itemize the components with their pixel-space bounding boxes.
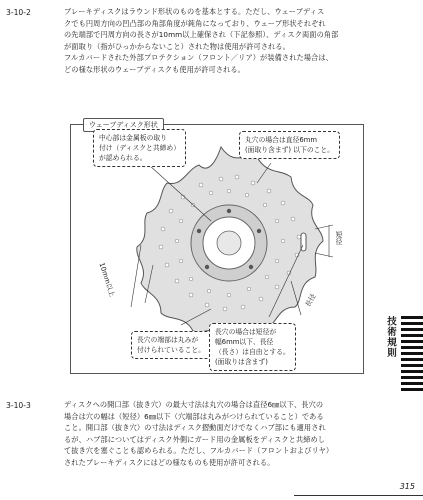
callout-line: （長さ）は自由とする。 — [215, 348, 290, 356]
side-tab-bars — [401, 316, 423, 398]
paragraph-line: ディスクへの開口部（抜き穴）の最大寸法は丸穴の場合は直径6㎜以下、長穴の — [64, 400, 324, 409]
paragraph-line: クでも円周方向の凹凸部の角部角度が鈍角になっており、ウェーブ形状それぞれ — [64, 18, 326, 28]
label-long-diameter: 長径 — [303, 292, 318, 309]
callout-line: 長穴の場合は短径が — [215, 328, 277, 336]
paragraph-line: て抜き穴を塞ぐことも認められる。ただし、フルカバード（フロントおよびリヤ） — [64, 446, 334, 456]
disc-center-hole — [217, 231, 241, 255]
paragraph-line: こと。開口部（抜き穴）の寸法はディスク摺動面だけでなくハブ部にも適用され — [64, 423, 326, 433]
paragraph-line: どの様な形状のウェーブディスクも使用が許可される。 — [64, 64, 245, 74]
page-number: 315 — [399, 482, 415, 491]
callout-slot-hole — [209, 323, 296, 371]
callout-line: (面取り含まず) 以下のこと。 — [245, 146, 335, 154]
paragraph-line: るが、ハブ部についてはディスク外側にガード用の金属板をディスクと共締めし — [64, 434, 326, 444]
section-number-3-10-3: 3-10-3 — [6, 401, 31, 410]
paragraph-line: 場合は穴の幅は（短径）6㎜以下（穴端部は丸みがつけられていること）である — [64, 411, 324, 421]
section-3-10-3-text — [64, 399, 364, 469]
callout-center-plate — [93, 129, 186, 167]
label-short-diameter: 短径 — [334, 231, 342, 245]
paragraph-line: の先端部で円周方向の長さが10mm以上確保され（下記参照）、ディスク両面の角部 — [64, 30, 339, 40]
wave-disc-figure — [70, 121, 364, 374]
callout-line: 付けられていること。 — [137, 346, 205, 354]
callout-line: 中心部は金属板の取り — [99, 134, 167, 142]
paragraph-line: フルカバードされた外部プロテクション（フロント／リア）が装備された場合は、 — [64, 53, 333, 63]
callout-line: (面取りは含まず) — [215, 358, 268, 366]
callout-line: 幅6mm以下、長径 — [215, 338, 274, 346]
section-3-10-2-text — [64, 6, 364, 76]
callout-line: 長穴の端部は丸みが — [137, 336, 199, 344]
callout-line: 丸穴の場合は直径6mm — [245, 136, 317, 144]
paragraph-line: が面取り（指がひっかからないこと）された物は使用が許可される。 — [64, 41, 290, 51]
section-number-3-10-2: 3-10-2 — [6, 8, 31, 17]
paragraph-line: されたブレーキディスクにはどの様なものも使用が許可される。 — [64, 457, 275, 467]
paragraph-line: ブレーキディスクはラウンド形状のものを基本とする。ただし、ウェーブディス — [64, 7, 325, 16]
side-tab — [383, 316, 423, 398]
footer-rule — [294, 495, 423, 496]
callout-line: 付け（ディスクと共締め） — [99, 144, 181, 152]
label-10mm: 10mm以上 — [97, 261, 117, 298]
side-tab-label: 技術規則 — [385, 316, 396, 358]
callout-slot-end — [131, 331, 211, 359]
callout-line: が認められる。 — [99, 154, 147, 162]
figure-title: ウェーブディスク形状 — [83, 118, 164, 132]
callout-round-hole — [239, 131, 340, 159]
